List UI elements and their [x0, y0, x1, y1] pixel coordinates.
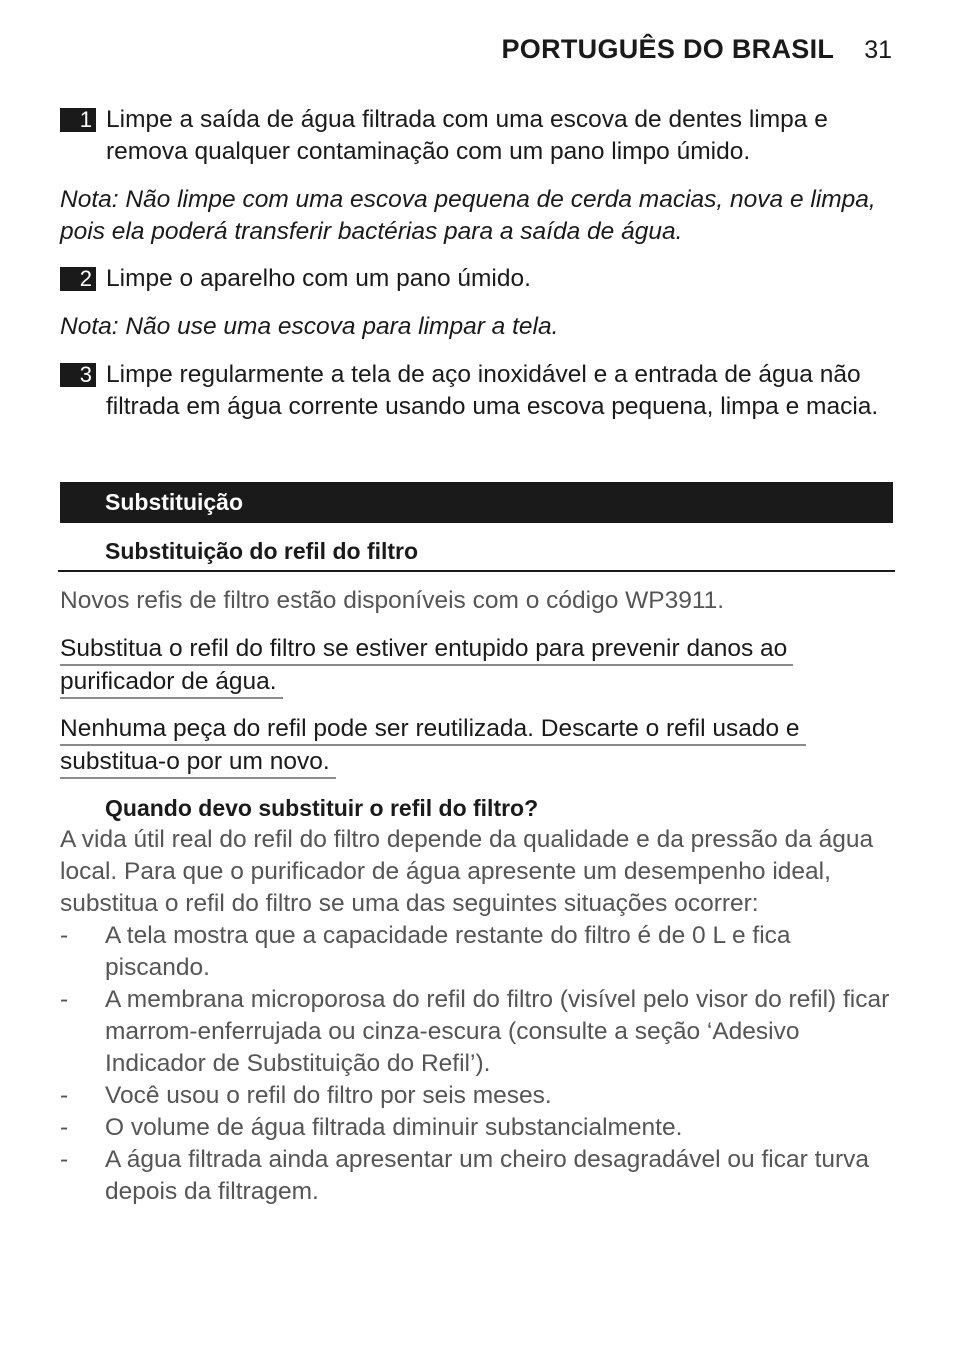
list-item [60, 1144, 895, 1208]
warning-line: purificador de água. [60, 667, 283, 699]
step-2 [60, 263, 895, 295]
step-number: 2 [60, 267, 96, 291]
list-item [60, 1112, 895, 1144]
step-text: Limpe o aparelho com um pano úmido. [106, 265, 531, 292]
list-item-text: O volume de água filtrada diminuir substancialmente. [105, 1114, 683, 1141]
list-item-text: Você usou o refil do filtro por seis meses. [105, 1082, 552, 1109]
warning-line: Substitua o refil do filtro se estiver entupido para prevenir danos ao [60, 634, 793, 666]
dash-marker: - [60, 1082, 69, 1109]
warning-line: substitua-o por um novo. [60, 747, 336, 779]
step-text: Limpe regularmente a tela de aço inoxidável e a entrada de água não filtrada em água corrente usando uma escova pequena, limpa e macia. [106, 361, 879, 420]
step-number: 3 [60, 363, 96, 387]
replacement-conditions [60, 920, 895, 1208]
dash-marker: - [60, 922, 69, 949]
dash-list [60, 920, 895, 1208]
intro-text: A vida útil real do refil do filtro depende da qualidade e da pressão da água local. Para que o purificador de água apresente um desempenho ideal, substitua o refil do filtro se uma das seguintes situações ocorrer: [60, 826, 874, 917]
dash-marker: - [60, 986, 69, 1013]
warning-1 [60, 633, 895, 699]
note: Nota: Não use uma escova para limpar a tela. [60, 313, 559, 340]
list-item-text: A membrana microporosa do refil do filtro (visível pelo visor do refil) ficar marrom-enferrujada ou cinza-escura (consulte a seção ‘Adesivo Indicador de Substituição do Refil’). [105, 986, 890, 1077]
dash-marker: - [60, 1146, 69, 1173]
language-title: PORTUGUÊS DO BRASIL [501, 34, 835, 64]
divider [58, 570, 895, 572]
page-header [501, 34, 892, 65]
step-number: 1 [60, 108, 96, 132]
list-item [60, 984, 895, 1080]
list-item [60, 1080, 895, 1112]
list-item [60, 920, 895, 984]
section-heading: Substituição [60, 482, 893, 523]
warning-2 [60, 713, 895, 779]
subsection-heading: Quando devo substituir o refil do filtro? [105, 795, 539, 821]
page-number: 31 [864, 36, 892, 64]
step-3 [60, 359, 895, 423]
step-1 [60, 104, 895, 168]
subsection-heading: Substituição do refil do filtro [105, 538, 419, 564]
dash-marker: - [60, 1114, 69, 1141]
note: Nota: Não limpe com uma escova pequena de cerda macias, nova e limpa, pois ela poderá transferir bactérias para a saída de água. [60, 186, 876, 245]
step-text: Limpe a saída de água filtrada com uma escova de dentes limpa e remova qualquer contaminação com um pano limpo úmido. [106, 106, 828, 165]
warning-line: Nenhuma peça do refil pode ser reutilizada. Descarte o refil usado e [60, 714, 806, 746]
list-item-text: A água filtrada ainda apresentar um cheiro desagradável ou ficar turva depois da filtragem. [105, 1146, 870, 1205]
intro-text: Novos refis de filtro estão disponíveis com o código WP3911. [60, 587, 725, 614]
list-item-text: A tela mostra que a capacidade restante do filtro é de 0 L e fica piscando. [105, 922, 791, 981]
